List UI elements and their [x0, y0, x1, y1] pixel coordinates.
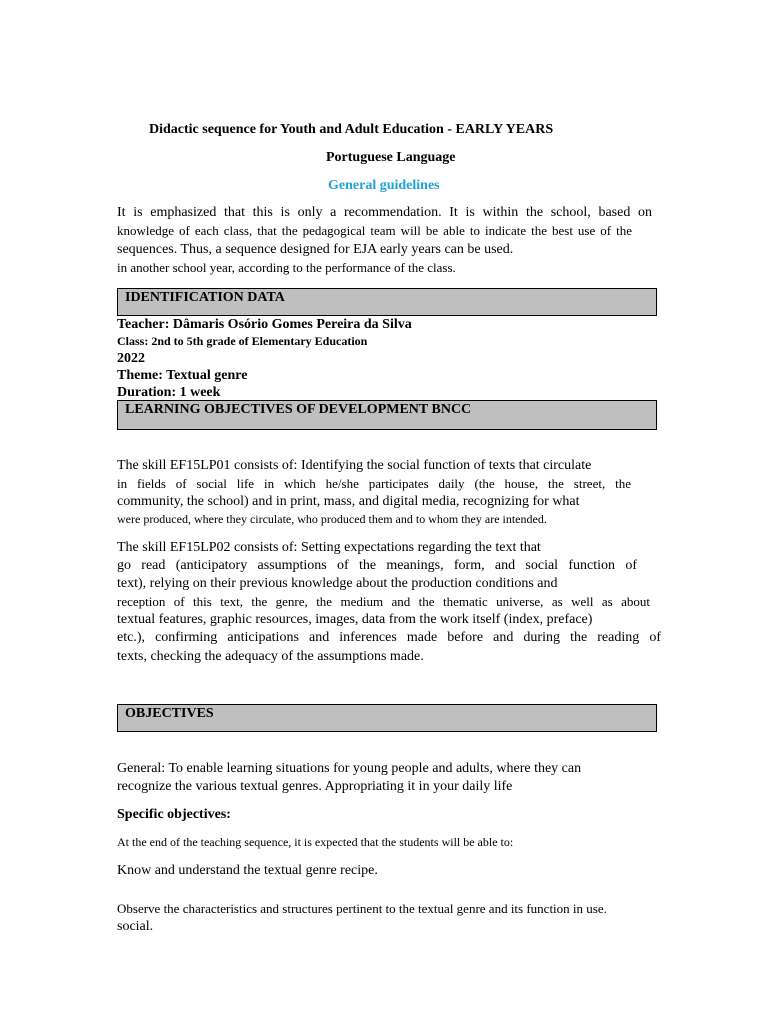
- bncc-section-header: [117, 400, 657, 430]
- general-line: recognize the various textual genres. Appropriating it in your daily life: [117, 779, 513, 794]
- specific-objectives-heading: Specific objectives:: [117, 807, 231, 822]
- skill1-line: were produced, where they circulate, who produced them and to whom they are intended.: [117, 512, 547, 526]
- document-title: Didactic sequence for Youth and Adult Education - EARLY YEARS: [149, 122, 554, 137]
- objectives-heading: OBJECTIVES: [125, 706, 214, 721]
- bncc-heading: LEARNING OBJECTIVES OF DEVELOPMENT BNCC: [125, 402, 472, 417]
- subject-title: Portuguese Language: [326, 150, 456, 165]
- intro-line: sequences. Thus, a sequence designed for EJA early years can be used.: [117, 242, 514, 257]
- objective-item: Know and understand the textual genre recipe.: [117, 863, 378, 878]
- guidelines-heading: General guidelines: [328, 178, 440, 193]
- skill1-line: The skill EF15LP01 consists of: Identifying the social function of texts that circulate: [117, 458, 592, 473]
- intro-line: knowledge of each class, that the pedagogical team will be able to indicate the best use of the: [117, 223, 632, 238]
- year: 2022: [117, 351, 145, 366]
- skill2-line: texts, checking the adequacy of the assumptions made.: [117, 649, 424, 664]
- skill2-line: textual features, graphic resources, images, data from the work itself (index, preface): [117, 612, 593, 627]
- skill2-line: etc.), confirming anticipations and inferences made before and during the reading of: [117, 630, 661, 645]
- skill1-line: community, the school) and in print, mass, and digital media, recognizing for what: [117, 494, 580, 509]
- expectation-text: At the end of the teaching sequence, it is expected that the students will be able to:: [117, 835, 514, 849]
- objective-item: Observe the characteristics and structures pertinent to the textual genre and its function in use.: [117, 901, 607, 916]
- class-info: Class: 2nd to 5th grade of Elementary Education: [117, 334, 368, 348]
- intro-line: in another school year, according to the performance of the class.: [117, 260, 456, 275]
- intro-line: It is emphasized that this is only a recommendation. It is within the school, based on: [117, 205, 652, 220]
- duration: Duration: 1 week: [117, 385, 221, 400]
- theme: Theme: Textual genre: [117, 368, 248, 383]
- skill2-line: text), relying on their previous knowledge about the production conditions and: [117, 576, 558, 591]
- teacher-name: Teacher: Dâmaris Osório Gomes Pereira da Silva: [117, 317, 412, 332]
- identification-heading: IDENTIFICATION DATA: [125, 290, 285, 305]
- objective-item: social.: [117, 919, 154, 934]
- skill1-line: in fields of social life in which he/she participates daily (the house, the street, the: [117, 476, 631, 491]
- objectives-section-header: [117, 704, 657, 732]
- skill2-line: The skill EF15LP02 consists of: Setting expectations regarding the text that: [117, 540, 541, 555]
- skill2-line: go read (anticipatory assumptions of the meanings, form, and social function of: [117, 558, 637, 573]
- skill2-line: reception of this text, the genre, the medium and the thematic universe, as well as about: [117, 594, 650, 609]
- identification-section-header: [117, 288, 657, 316]
- general-line: General: To enable learning situations for young people and adults, where they can: [117, 761, 582, 776]
